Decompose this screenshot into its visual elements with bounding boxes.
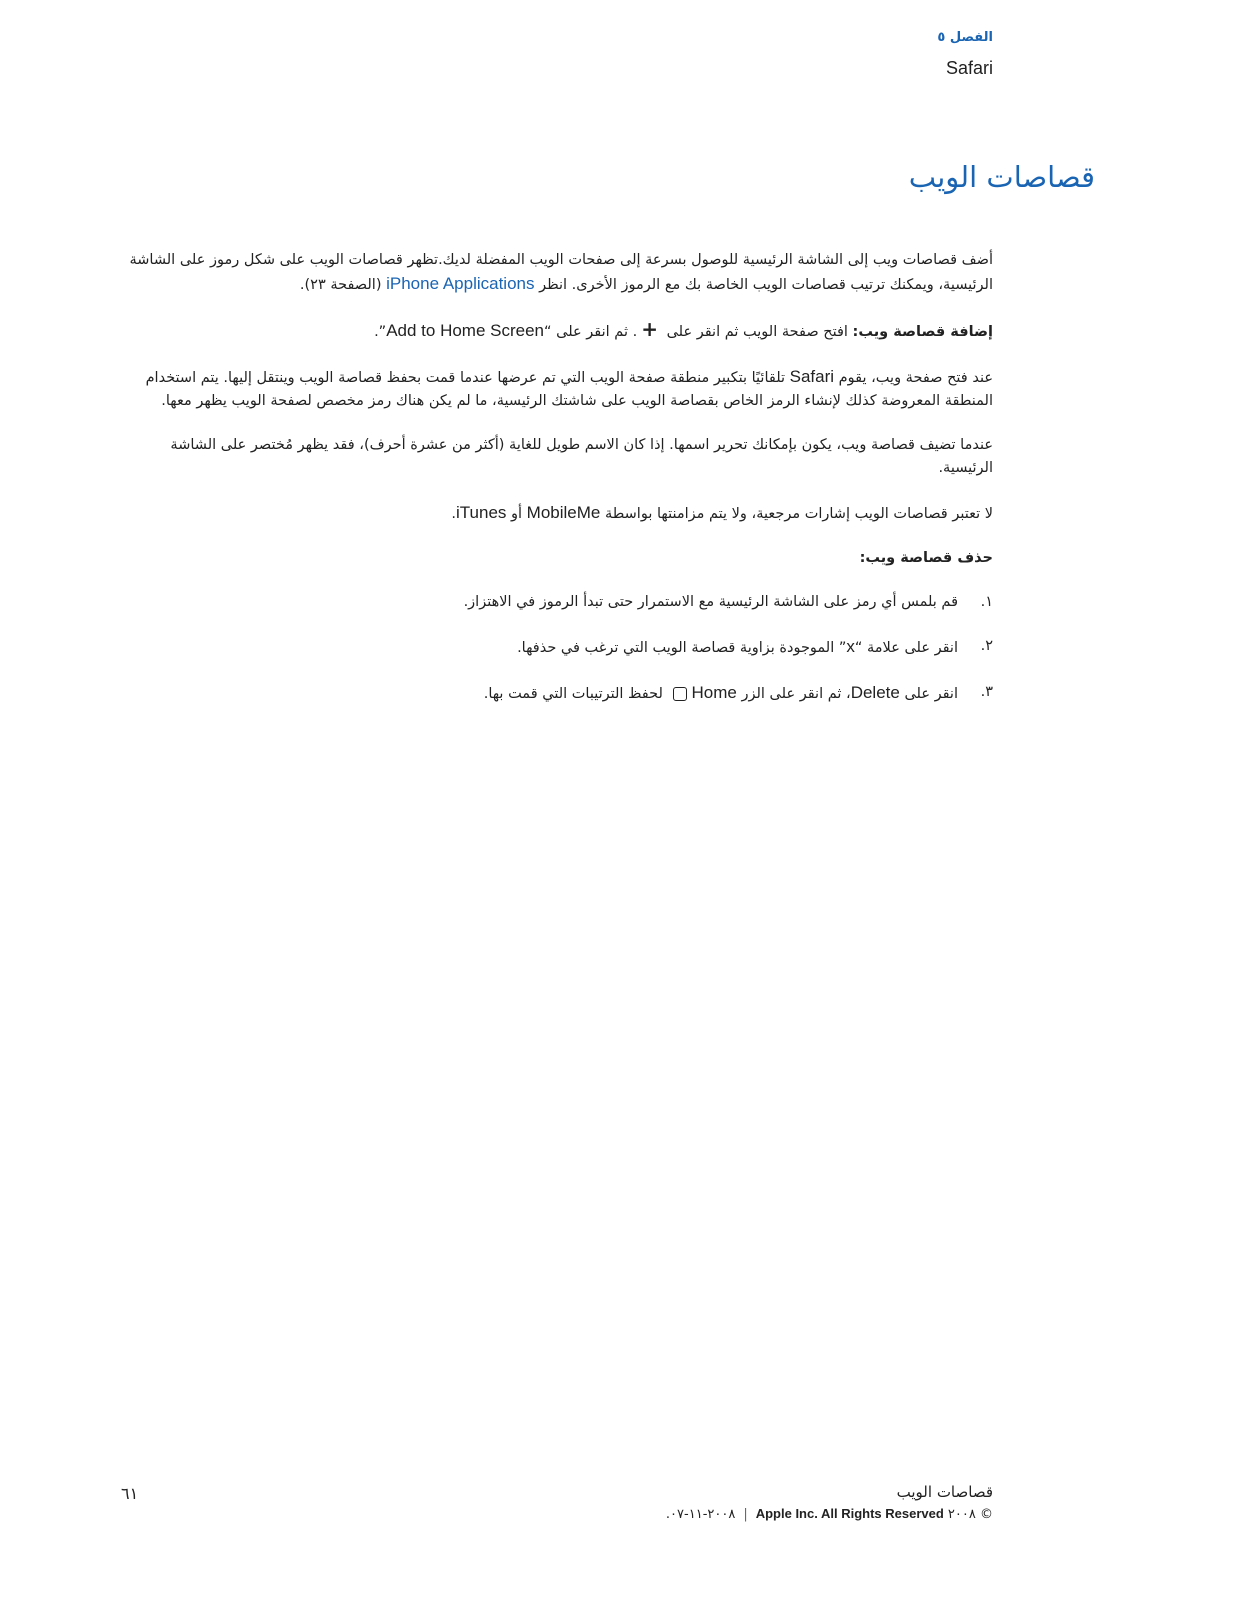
list-item <box>120 591 993 614</box>
intro-paragraph <box>120 249 993 297</box>
add-web-clip-paragraph <box>120 318 993 344</box>
safari-name: Safari <box>789 367 835 386</box>
home-label: Home <box>691 683 737 702</box>
list-item <box>120 635 993 660</box>
section-title: قصاصات الويب <box>908 160 1095 194</box>
zoom-text-2: تلقائيًا بتكبير منطقة صفحة الويب التي تم عرضها عندما قمت بحفظ قصاصة الويب وينتقل إليها. يتم استخدام المنطقة المعروضة كذلك لإنشاء الرمز الخاص بقصاصة الويب على شاشتك الرئيسية، ما لم يكن هناك رمز مخصص لصفحة الويب يظهر معها. <box>145 370 993 409</box>
copyright-prefix: © ٢٠٠٨ <box>943 1507 993 1522</box>
chapter-label: الفصل ٥ <box>937 30 993 45</box>
chapter-name: Safari <box>945 58 993 78</box>
page-number: ٦١ <box>121 1484 139 1503</box>
x-mark-label: x <box>846 637 855 656</box>
add-web-clip-heading: إضافة قصاصة ويب: <box>852 324 993 340</box>
footer-separator: | <box>743 1507 748 1522</box>
list-item <box>120 681 993 706</box>
step-text-2: ” الموجودة بزاوية قصاصة الويب التي ترغب في حذفها. <box>517 640 847 656</box>
footer-date: ٢٠٠٨-١١-٠٧. <box>665 1507 736 1522</box>
add-step-text-3: ”. <box>374 324 387 340</box>
footer-copyright <box>666 1506 993 1522</box>
intro-page-ref: (الصفحة ٢٣). <box>299 277 387 293</box>
delete-label: Delete <box>850 683 900 702</box>
zoom-text: عند فتح صفحة ويب، يقوم <box>834 370 993 386</box>
rename-paragraph: عندما تضيف قصاصة ويب، يكون بإمكانك تحرير اسمها. إذا كان الاسم طويل للغاية (أكثر من عشرة أحرف)، فقد يظهر مُختصر على الشاشة الرئيسية. <box>170 437 993 476</box>
intro-text: أضف قصاصات ويب إلى الشاشة الرئيسية للوصول بسرعة إلى صفحات الويب المفضلة لديك.تظهر قصاصات الويب على شكل رموز على الشاشة الرئيسية، ويمكنك ترتيب قصاصات الويب الخاصة بك مع الرموز الأخرى. انظر <box>129 252 993 293</box>
delete-web-clip-heading: حذف قصاصة ويب: <box>859 550 993 566</box>
step-text: انقر على علامة “ <box>854 640 958 656</box>
add-step-text-2: . ثم انقر على “ <box>544 324 638 340</box>
step-number: ١. <box>980 594 993 610</box>
sync-period: . <box>451 506 457 522</box>
step-text: قم بلمس أي رمز على الشاشة الرئيسية مع الاستمرار حتى تبدأ الرموز في الاهتزاز. <box>463 594 958 610</box>
sync-text: لا تعتبر قصاصات الويب إشارات مرجعية، ولا يتم مزامنتها بواسطة <box>600 506 993 522</box>
itunes-name: iTunes <box>456 503 507 522</box>
delete-steps-list <box>120 591 993 706</box>
plus-icon: + <box>641 317 658 341</box>
sync-or: أو <box>506 506 527 522</box>
step-number: ٣. <box>980 684 993 700</box>
mobileme-name: MobileMe <box>526 503 601 522</box>
step-number: ٢. <box>980 638 993 654</box>
step-text: انقر على <box>899 686 958 702</box>
step-text-3: لحفظ الترتيبات التي قمت بها. <box>483 686 668 702</box>
body-content <box>120 249 993 727</box>
iphone-applications-link[interactable]: iPhone Applications <box>386 274 535 293</box>
sync-paragraph <box>120 501 993 526</box>
add-step-text: افتح صفحة الويب ثم انقر على <box>661 324 853 340</box>
rights-text: Apple Inc. All Rights Reserved <box>755 1506 944 1521</box>
zoom-paragraph <box>120 365 993 413</box>
home-button-icon <box>673 687 687 701</box>
footer-title: قصاصات الويب <box>896 1483 993 1501</box>
step-text-2: ، ثم انقر على الزر <box>736 686 851 702</box>
add-to-home-screen-label: Add to Home Screen <box>386 321 545 340</box>
